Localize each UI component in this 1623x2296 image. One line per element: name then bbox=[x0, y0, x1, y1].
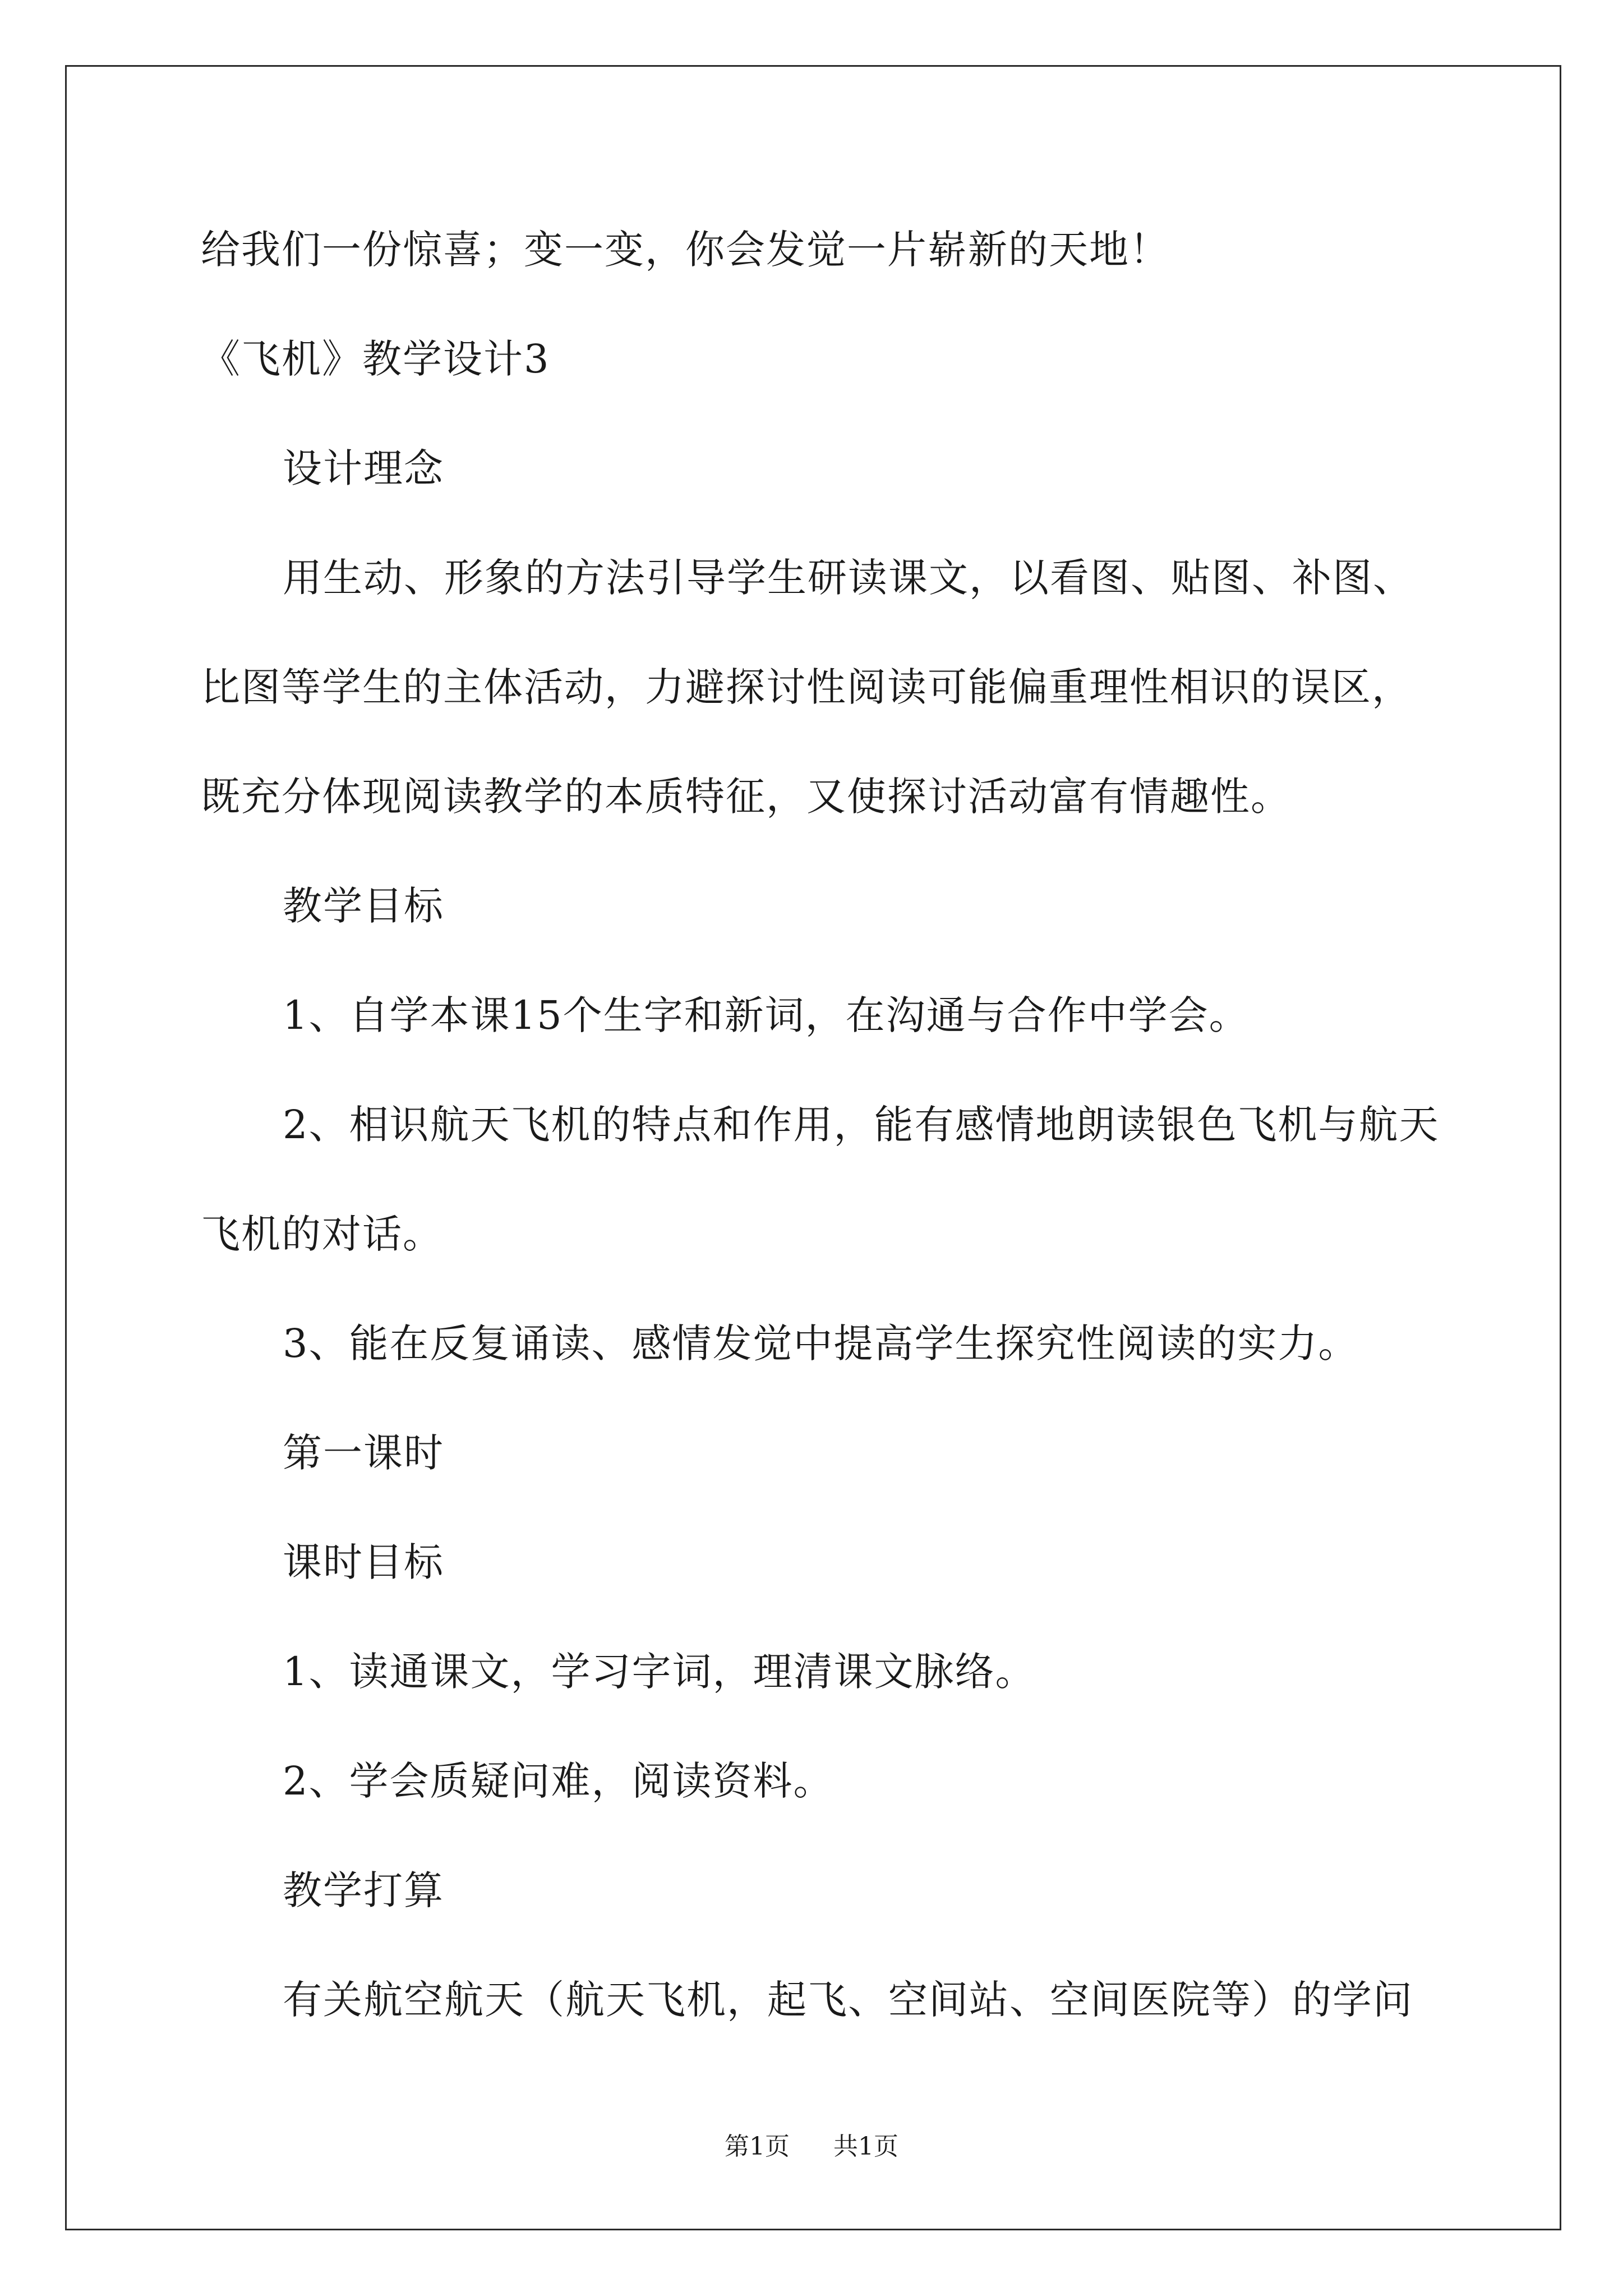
paragraph-line: 既充分体现阅读教学的本质特征，又使探讨活动富有情趣性。 bbox=[201, 774, 1291, 820]
heading-design-concept: 设计理念 bbox=[283, 445, 444, 491]
paragraph-line: 给我们一份惊喜；变一变，你会发觉一片崭新的天地！ bbox=[201, 227, 1170, 273]
list-item: 2、相识航天飞机的特点和作用，能有感情地朗读银色飞机与航天 bbox=[283, 1102, 1440, 1148]
page-footer bbox=[0, 2134, 1623, 2159]
list-item-continuation: 飞机的对话。 bbox=[201, 1211, 443, 1257]
list-item: 3、能在反复诵读、感情发觉中提高学生探究性阅读的实力。 bbox=[283, 1320, 1359, 1366]
paragraph-line: 有关航空航天（航天飞机，起飞、空间站、空间医院等）的学问 bbox=[283, 1977, 1413, 2023]
heading-teaching-preparation: 教学打算 bbox=[283, 1867, 444, 1913]
page-total: 共1页 bbox=[833, 2132, 898, 2161]
section-title: 《飞机》教学设计3 bbox=[201, 336, 550, 382]
list-item: 1、读通课文，学习字词，理清课文脉络。 bbox=[283, 1649, 1036, 1695]
list-item: 1、自学本课15个生字和新词，在沟通与合作中学会。 bbox=[283, 992, 1249, 1038]
list-item: 2、学会质疑问难，阅读资料。 bbox=[283, 1758, 834, 1804]
heading-teaching-goals: 教学目标 bbox=[283, 883, 444, 929]
page-number: 第1页 bbox=[725, 2132, 790, 2161]
paragraph-line: 用生动、形象的方法引导学生研读课文，以看图、贴图、补图、 bbox=[283, 555, 1413, 601]
heading-first-lesson: 第一课时 bbox=[283, 1430, 444, 1476]
paragraph-line: 比图等学生的主体活动，力避探讨性阅读可能偏重理性相识的误区， bbox=[201, 664, 1412, 710]
heading-lesson-goals: 课时目标 bbox=[283, 1539, 444, 1585]
